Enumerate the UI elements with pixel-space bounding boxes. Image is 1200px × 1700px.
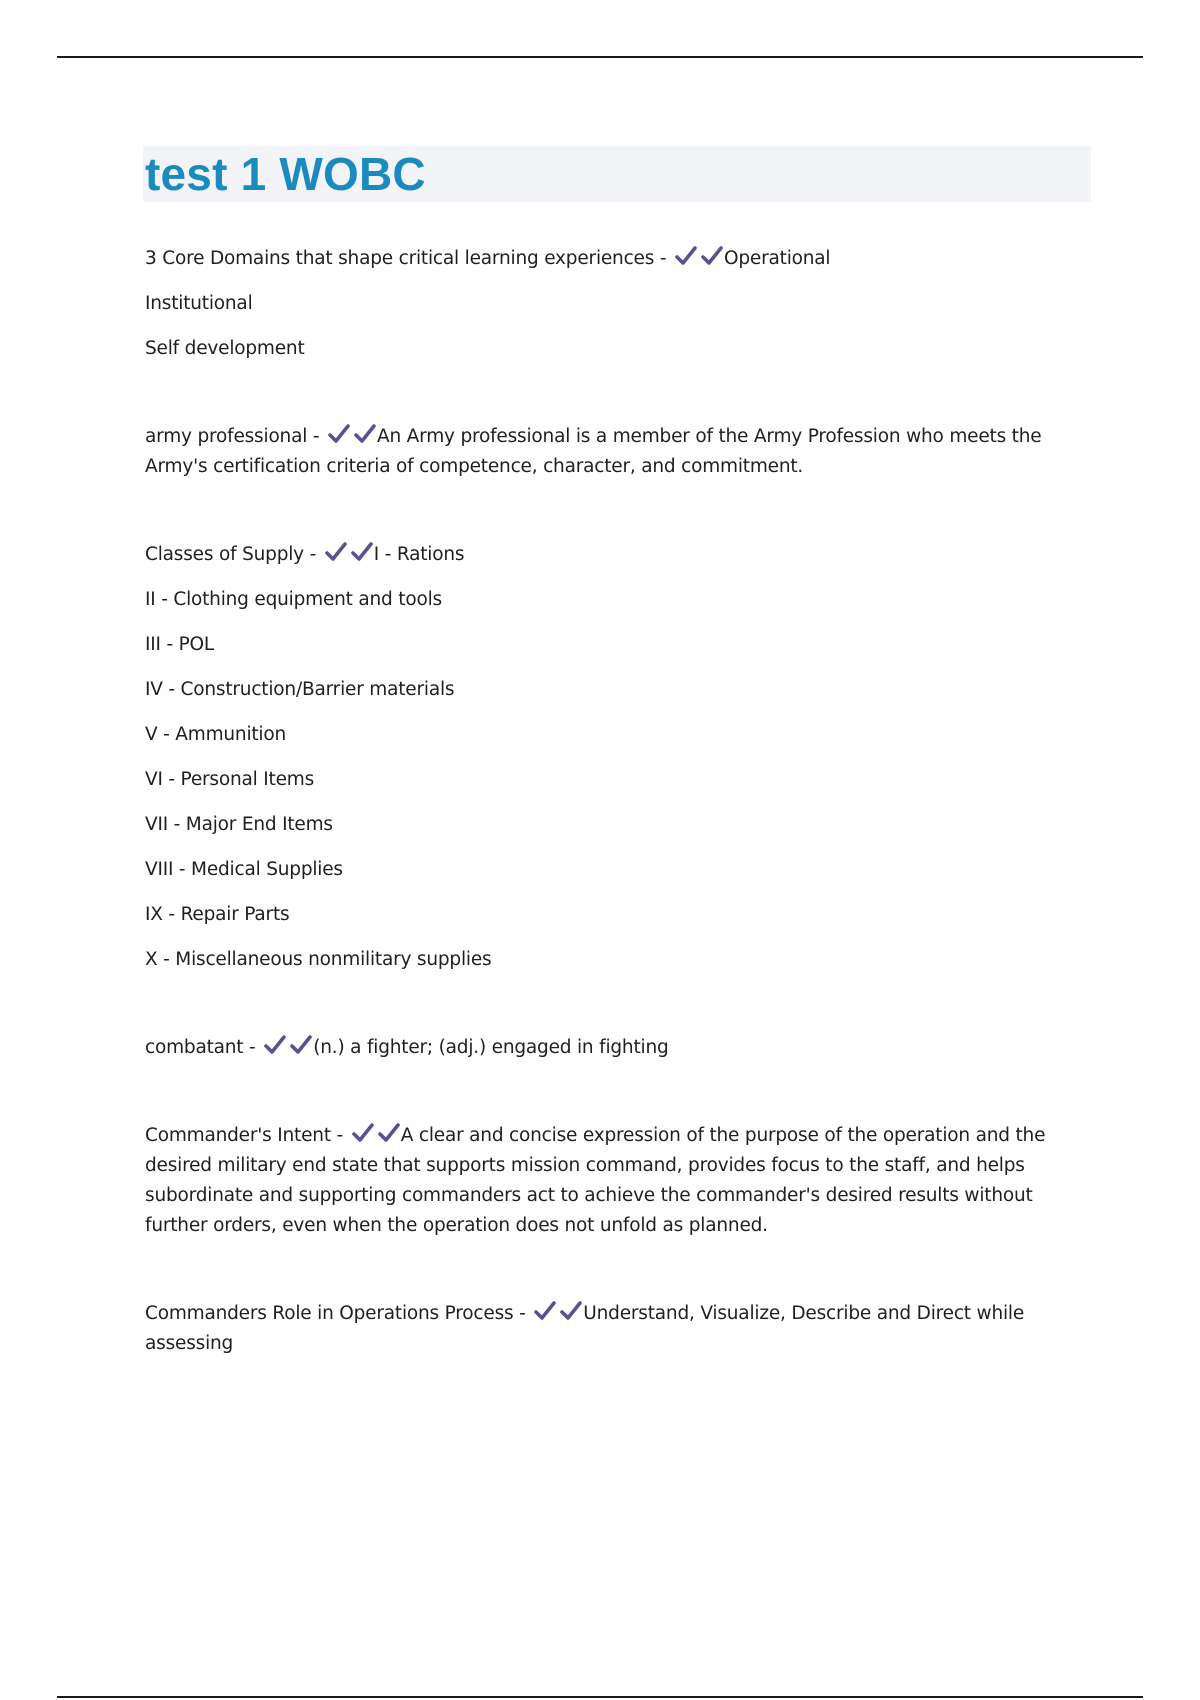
flashcard-term: combatant <box>145 1037 244 1058</box>
flashcard-term: Classes of Supply <box>145 544 304 565</box>
checkmark-icon <box>533 1300 557 1322</box>
answer-line: Self development <box>145 338 305 359</box>
answer-line: II - Clothing equipment and tools <box>145 589 442 610</box>
flashcard <box>145 1299 1075 1359</box>
page-title: test 1 WOBC <box>145 148 426 200</box>
answer-line: VIII - Medical Supplies <box>145 859 343 880</box>
flashcard-term: 3 Core Domains that shape critical learning experiences <box>145 248 655 269</box>
answer-line: VI - Personal Items <box>145 769 315 790</box>
term-separator: - <box>303 544 322 565</box>
flashcard-answer: Operational <box>724 248 831 269</box>
answer-line: IV - Construction/Barrier materials <box>145 679 455 700</box>
answer-line: IX - Repair Parts <box>145 904 290 925</box>
flashcard-answer: (n.) a fighter; (adj.) engaged in fighting <box>313 1037 669 1058</box>
flashcard <box>145 244 1075 364</box>
bottom-rule <box>57 1696 1143 1698</box>
flashcard-entry <box>145 422 1075 482</box>
answer-line: III - POL <box>145 634 215 655</box>
flashcard <box>145 422 1075 482</box>
answer-line: X - Miscellaneous nonmilitary supplies <box>145 949 492 970</box>
answer-line: Institutional <box>145 293 253 314</box>
flashcard-entry <box>145 244 1075 274</box>
checkmark-icon <box>263 1034 287 1056</box>
flashcard-entry <box>145 540 1075 570</box>
checkmark-icon <box>324 541 348 563</box>
flashcard-term: Commander's Intent <box>145 1125 331 1146</box>
answer-line: V - Ammunition <box>145 724 287 745</box>
flashcard-answer: Understand, Visualize, Describe and Direct while assessing <box>145 1303 1025 1354</box>
flashcard <box>145 1121 1075 1241</box>
checkmark-icon <box>351 1122 375 1144</box>
answer-line: VII - Major End Items <box>145 814 333 835</box>
checkmark-icon <box>377 1122 401 1144</box>
term-separator: - <box>513 1303 532 1324</box>
checkmark-icon <box>350 541 374 563</box>
term-separator: - <box>654 248 673 269</box>
flashcard-answer: A clear and concise expression of the purpose of the operation and the desired military end state that supports mission command, provides focus to the staff, and helps subordinate and supporting commanders act to achieve the commander's desired results without further orders, even when the operation does not unfold as planned. <box>145 1125 1046 1236</box>
flashcard-term: army professional <box>145 426 308 447</box>
flashcard-entry <box>145 1299 1075 1359</box>
checkmark-icon <box>700 245 724 267</box>
checkmark-icon <box>559 1300 583 1322</box>
flashcard-entry <box>145 1033 1075 1063</box>
flashcard-entry <box>145 1121 1075 1241</box>
checkmark-icon <box>353 423 377 445</box>
flashcard-answer: An Army professional is a member of the Army Profession who meets the Army's certification criteria of competence, character, and commitment. <box>145 426 1042 477</box>
top-rule <box>57 56 1143 58</box>
checkmark-icon <box>327 423 351 445</box>
term-separator: - <box>243 1037 262 1058</box>
flashcard <box>145 540 1075 975</box>
flashcard <box>145 1033 1075 1063</box>
term-separator: - <box>307 426 326 447</box>
flashcard-answer: I - Rations <box>373 544 465 565</box>
flashcard-list <box>145 244 1075 1417</box>
flashcard-term: Commanders Role in Operations Process <box>145 1303 514 1324</box>
checkmark-icon <box>289 1034 313 1056</box>
checkmark-icon <box>674 245 698 267</box>
term-separator: - <box>330 1125 349 1146</box>
